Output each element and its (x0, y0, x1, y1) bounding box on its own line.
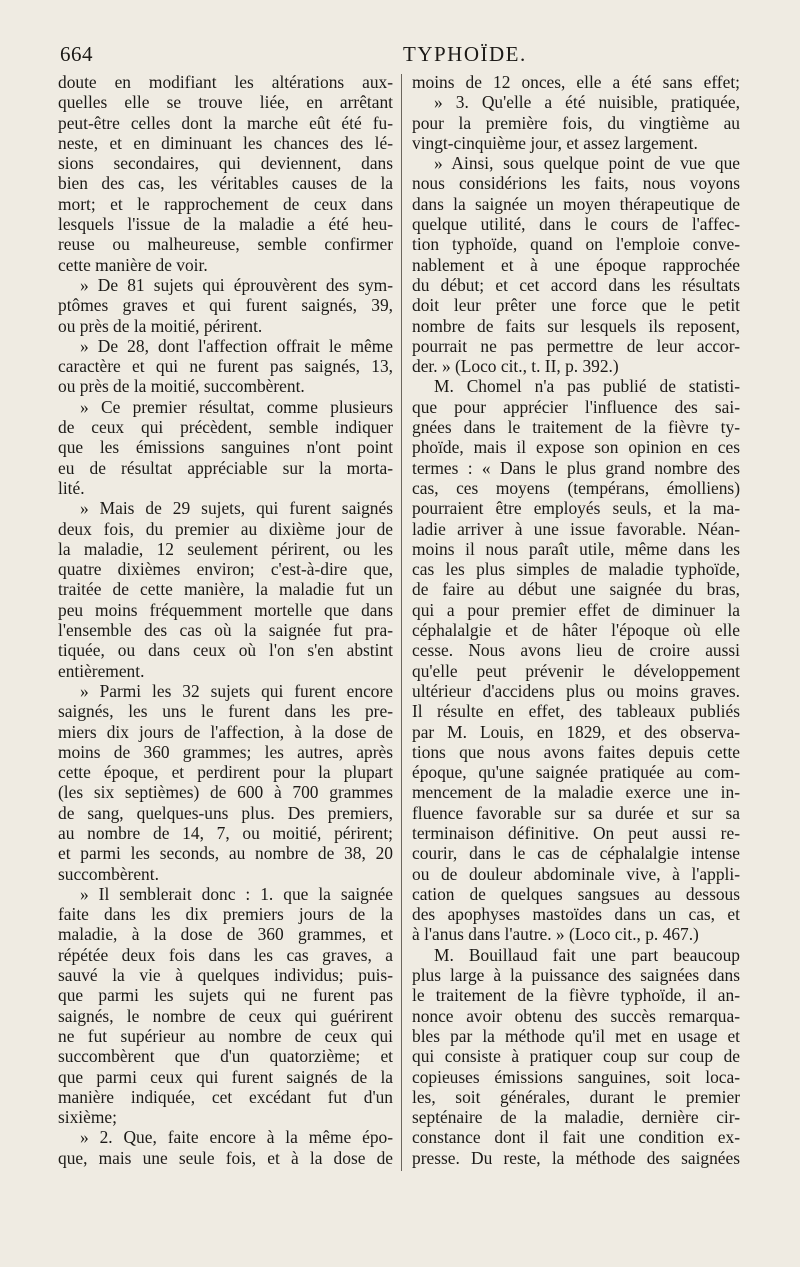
text-line: » Ce premier résultat, comme plusieurs (80, 396, 393, 417)
text-line: au nombre de 14, 7, ou moitié, périrent; (58, 822, 393, 843)
text-line: » Il semblerait donc : 1. que la saignée (80, 883, 393, 904)
text-line: mencement de la maladie exerce une in- (412, 782, 740, 803)
left-column (58, 72, 393, 1168)
text-line: sixième; (58, 1107, 117, 1128)
text-line: les, soit générales, durant le premier (412, 1086, 740, 1107)
text-line: moins de 360 grammes; les autres, après (58, 741, 393, 762)
text-line: sauvé la vie à quelques individus; puis- (58, 965, 393, 986)
text-line: par M. Louis, en 1829, et des observa- (412, 721, 740, 742)
text-line: quatre dixièmes environ; c'est-à-dire que, (58, 559, 393, 580)
text-line: nombre de faits sur lesquels ils reposent, (412, 315, 740, 336)
text-line: la maladie, 12 seulement périrent, ou les (58, 538, 393, 559)
text-line: caractère et qui ne furent pas saignés, 13, (58, 356, 393, 377)
text-line: constance dont il fait une condition ex- (412, 1127, 740, 1148)
text-line: presse. Du reste, la méthode des saignées (412, 1147, 740, 1168)
text-line: doit leur prêter une force que le petit (412, 295, 740, 316)
text-line: » De 28, dont l'affection offrait le même (80, 335, 393, 356)
text-line: pourraient être employés seuls, et la ma- (412, 498, 740, 519)
text-line: succombèrent que d'un quatorzième; et (58, 1046, 393, 1067)
text-line: (les six septièmes) de 600 à 700 grammes (58, 782, 393, 803)
text-line: que les émissions sanguines n'ont point (58, 437, 393, 458)
text-line: lesquels l'issue de la maladie a été heu- (58, 214, 393, 235)
text-line: de sang, quelques-uns plus. Des premiers, (58, 802, 393, 823)
text-line: termes : « Dans le plus grand nombre des (412, 457, 740, 478)
text-line: de ceux qui précèdent, semble indiquer (58, 417, 393, 438)
text-line: deux fois, du premier au dixième jour de (58, 518, 393, 539)
text-line: du début; et cet accord dans les résultats (412, 274, 740, 295)
text-line: gnées dans le traitement de la fièvre ty- (412, 417, 740, 438)
text-line: cas, ces moyens (tempérans, émolliens) (412, 477, 740, 498)
text-line: » De 81 sujets qui éprouvèrent des sym- (80, 274, 393, 295)
text-line: moins il nous paraît utile, même dans les (412, 538, 740, 559)
text-line: cation de quelques sangsues au dessous (412, 883, 740, 904)
text-line: nous considérions les faits, nous voyons (412, 173, 740, 194)
text-line: moins de 12 onces, elle a été sans effet; (412, 72, 740, 92)
text-line: quelque utilité, dans le cours de l'affec- (412, 214, 740, 235)
text-line: terminaison définitive. On peut aussi re- (412, 822, 740, 843)
text-line: » 3. Qu'elle a été nuisible, pratiquée, (434, 92, 740, 113)
text-line: traitée de cette manière, la maladie fut un (58, 579, 393, 600)
text-line: reuse ou malheureuse, semble confirmer (58, 234, 393, 255)
text-line: que parmi ceux qui furent saignés de la (58, 1066, 393, 1087)
text-line: répétée deux fois dans les cas graves, a (58, 944, 393, 965)
text-line: ladie arriver à une issue favorable. Néan- (412, 518, 740, 539)
text-line: fluence favorable sur sa durée et sur sa (412, 802, 740, 823)
text-line: M. Bouillaud fait une part beaucoup (434, 944, 740, 965)
text-line: » Ainsi, sous quelque point de vue que (434, 153, 740, 174)
text-line: que pour apprécier l'influence des sai- (412, 396, 740, 417)
text-line: nablement et à une époque rapprochée (412, 254, 740, 275)
text-line: époque, qu'une saignée pratiquée au com- (412, 762, 740, 783)
running-head: TYPHOÏDE. (403, 42, 527, 66)
text-line: à l'anus dans l'autre. » (Loco cit., p. 467.) (412, 924, 699, 945)
text-line: pourrait ne pas permettre de leur accor- (412, 335, 740, 356)
text-line: Il résulte en effet, des tableaux publiés (412, 701, 740, 722)
text-line: cette manière de voir. (58, 254, 208, 275)
text-line: qu'elle peut prévenir le développement (412, 660, 740, 681)
text-line: l'ensemble des cas où la saignée fut pra- (58, 620, 393, 641)
text-line: mort; et le rapprochement de ceux dans (58, 193, 393, 214)
text-line: tiquée, ou dans ceux où l'on s'en abstint (58, 640, 393, 661)
text-line: des apophyses mastoïdes dans un cas, et (412, 904, 740, 925)
text-line: qui a pour premier effet de diminuer la (412, 599, 740, 620)
text-line: ne fut supérieur au nombre de ceux qui (58, 1025, 393, 1046)
text-line: tions que nous avons faites depuis cette (412, 741, 740, 762)
text-line: bles par la méthode qu'il met en usage et (412, 1025, 740, 1046)
text-line: M. Chomel n'a pas publié de statisti- (434, 376, 740, 397)
text-line: miers dix jours de l'affection, à la dose de (58, 721, 393, 742)
text-line: copieuses émissions sanguines, soit loca- (412, 1066, 740, 1087)
text-line: saignés, les uns le furent dans les pre- (58, 701, 393, 722)
text-line: le traitement de la fièvre typhoïde, il an- (412, 985, 740, 1006)
text-line: et parmi les seconds, au nombre de 38, 20 (58, 843, 393, 864)
text-line: der. » (Loco cit., t. II, p. 392.) (412, 356, 619, 377)
page-number: 664 (60, 42, 93, 66)
text-line: peu moins fréquemment mortelle que dans (58, 599, 393, 620)
text-line: cas les plus simples de maladie typhoïde, (412, 559, 740, 580)
text-line: peut-être celles dont la marche eût été fu- (58, 112, 393, 133)
text-line: phoïde, mais il expose son opinion en ces (412, 437, 740, 458)
text-line: septénaire de la maladie, dernière cir- (412, 1107, 740, 1128)
text-line: qui consiste à pratiquer coup sur coup de (412, 1046, 740, 1067)
text-line: entièrement. (58, 660, 145, 681)
text-line: ou près de la moitié, périrent. (58, 315, 263, 336)
column-divider (401, 74, 402, 1171)
text-line: eu de résultat appréciable sur la morta- (58, 457, 393, 478)
text-line: lité. (58, 477, 85, 498)
text-line: » 2. Que, faite encore à la même épo- (80, 1127, 393, 1148)
text-line: saignés, le nombre de ceux qui guérirent (58, 1005, 393, 1026)
text-line: manière indiquée, cet excédant fut d'un (58, 1086, 393, 1107)
text-line: bien des cas, les véritables causes de la (58, 173, 393, 194)
text-line: plus large à la puissance des saignées dans (412, 965, 740, 986)
text-line: tion typhoïde, quand on l'emploie conve- (412, 234, 740, 255)
text-line: faite dans les dix premiers jours de la (58, 904, 393, 925)
text-line: ou près de la moitié, succombèrent. (58, 376, 305, 397)
text-line: sions secondaires, qui deviennent, dans (58, 153, 393, 174)
text-line: doute en modifiant les altérations aux- (58, 72, 393, 92)
page-header (58, 40, 772, 70)
text-line: cette époque, et perdirent pour la plupart (58, 762, 393, 783)
text-line: » Parmi les 32 sujets qui furent encore (80, 680, 393, 701)
right-column (412, 72, 740, 1168)
text-line: ou de douleur abdominale vive, à l'appli- (412, 863, 740, 884)
text-line: vingt-cinquième jour, et assez largement. (412, 132, 698, 153)
text-line: quelles elle se trouve liée, en arrêtant (58, 92, 393, 113)
text-line: succombèrent. (58, 863, 159, 884)
text-line: nonce avoir obtenu des succès remarqua- (412, 1005, 740, 1026)
text-line: maladie, à la dose de 360 grammes, et (58, 924, 393, 945)
text-line: pour la première fois, du vingtième au (412, 112, 740, 133)
text-line: ultérieur d'accidens plus ou moins graves. (412, 680, 740, 701)
text-line: ptômes graves et qui furent saignés, 39, (58, 295, 393, 316)
text-line: neste, et en diminuant les chances des lé- (58, 132, 393, 153)
text-line: que, mais une seule fois, et à la dose de (58, 1147, 393, 1168)
text-line: céphalalgie et de hâter l'époque où elle (412, 620, 740, 641)
text-line: que parmi les sujets qui ne furent pas (58, 985, 393, 1006)
text-line: cesse. Nous avons lieu de croire aussi (412, 640, 740, 661)
text-line: » Mais de 29 sujets, qui furent saignés (80, 498, 393, 519)
text-line: de faire au début une saignée du bras, (412, 579, 740, 600)
text-line: courir, dans le cas de céphalalgie intense (412, 843, 740, 864)
text-line: dans la saignée un moyen thérapeutique de (412, 193, 740, 214)
